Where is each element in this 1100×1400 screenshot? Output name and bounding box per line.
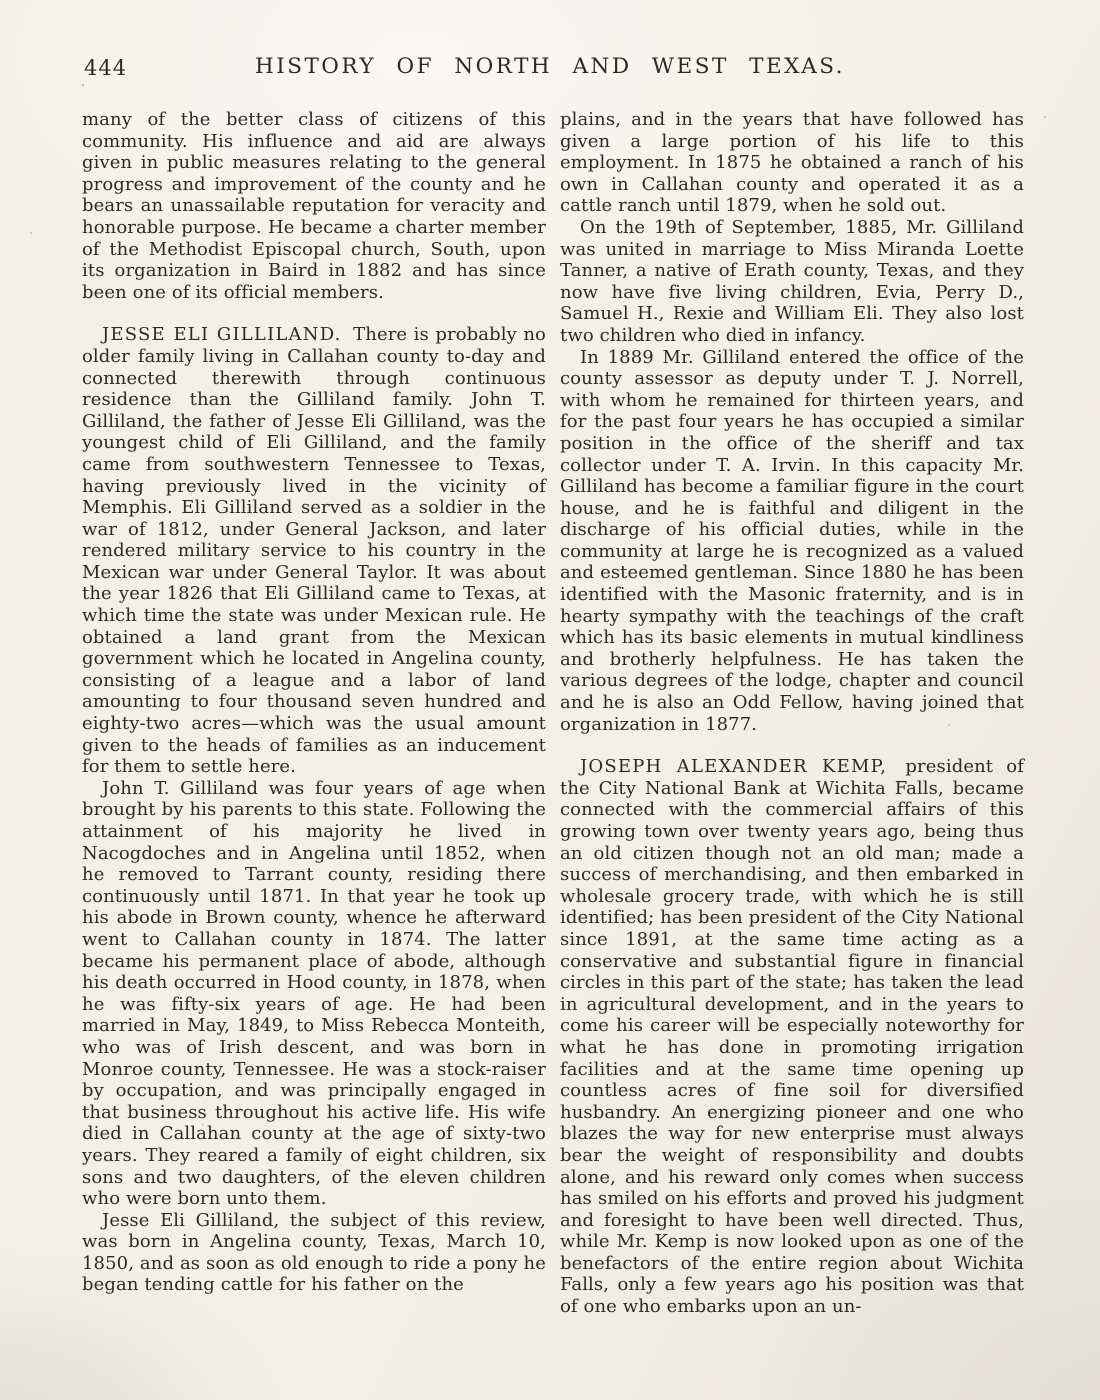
paragraph-text: many of the better class of citizens of this community. His influence and aid are always given in public measures relating to the general progress and improvement of the county and he bears an unassailable reputation for veracity and honorable purpose. He became a charter member of the Methodist Episcopal church, South, upon its organization in Baird in 1882 and has since been one of its official members. xyxy=(82,109,546,303)
paragraph-text: president of the City National Bank at Wichita Falls, became connected with the commercial affairs of this growing town over twenty years ago, being thus an old citizen though not an old man; made a success of merchandising, and then embarked in wholesale grocery trade, with which he is still identified; has been president of the City National since 1891, at the same time acting as a conservative and substantial figure in financial circles in this part of the state; has taken the lead in agricultural development, and in the years to come his career will be especially noteworthy for what he has done in promoting irrigation facilities and at the same time opening up countless acres of fine soil for diversified husbandry. An energizing pioneer and one who blazes the way for new enterprise must always bear the weight of responsibility and doubts alone, and his reward only comes when success has smiled on his efforts and proved his judgment and foresight to have been well directed. Thus, while Mr. Kemp is now looked upon as one of the benefactors of the entire region about Wichita Falls, only a few years ago his position was that of one who embarks upon an un- xyxy=(560,756,1024,1318)
biography-jesse-eli-gilliland xyxy=(82,324,546,777)
paragraph-continuation xyxy=(82,109,546,303)
section-heading-gilliland: JESSE ELI GILLILAND. xyxy=(102,324,342,346)
paragraph-john-t-gilliland xyxy=(82,778,546,1210)
running-title: HISTORY OF NORTH AND WEST TEXAS. xyxy=(254,54,846,79)
section-heading-kemp: JOSEPH ALEXANDER KEMP, xyxy=(580,756,888,778)
text-columns xyxy=(0,109,1100,1318)
paragraph-text: Jesse Eli Gilliland, the subject of this review, was born in Angelina county, Texas, March 10, 1850, and as soon as old enough to ride a pony he began tending cattle for his father on the xyxy=(82,1209,546,1296)
paragraph-county-office xyxy=(560,347,1024,736)
paragraph-jesse-eli-birth xyxy=(82,1210,546,1296)
page-header xyxy=(0,0,1100,86)
page-number: 444 xyxy=(84,56,128,80)
paragraph-text: On the 19th of September, 1885, Mr. Gilliland was united in marriage to Miss Miranda Loette Tanner, a native of Erath county, Texas, and they now have five living children, Evia, Perry D., Samuel H., Rexie and William Eli. They also lost two children who died in infancy. xyxy=(560,216,1024,346)
biography-joseph-alexander-kemp xyxy=(560,756,1024,1317)
paragraph-text: There is probably no older family living in Callahan county to-day and connected therewith through continuous residence than the Gilliland family. John T. Gilliland, the father of Jesse Eli Gilliland, was the youngest child of Eli Gilliland, and the family came from southwestern Tennessee to Texas, having previously lived in the vicinity of Memphis. Eli Gilliland served as a soldier in the war of 1812, under General Jackson, and later rendered military service to his country in the Mexican war under General Taylor. It was about the year 1826 that Eli Gilliland came to Texas, at which time the state was under Mexican rule. He obtained a land grant from the Mexican government which he located in Angelina county, consisting of a league and a labor of land amounting to four thousand seven hundred and eighty-two acres—which was the usual amount given to the heads of families as an inducement for them to settle here. xyxy=(82,324,546,778)
right-column xyxy=(560,109,1024,1318)
paragraph-text: plains, and in the years that have followed has given a large portion of his life to this employment. In 1875 he obtained a ranch of his own in Callahan county and operated it as a cattle ranch until 1879, when he sold out. xyxy=(560,109,1024,217)
paragraph-marriage xyxy=(560,217,1024,347)
left-column xyxy=(82,109,546,1318)
paragraph-ranch xyxy=(560,109,1024,217)
paragraph-text: John T. Gilliland was four years of age when brought by his parents to this state. Following the attainment of his majority he lived in Nacogdoches and in Angelina until 1852, when he removed to Tarrant county, residing there continuously until 1871. In that year he took up his abode in Brown county, whence he afterward went to Callahan county in 1874. The latter became his permanent place of abode, although his death occurred in Hood county, in 1878, when he was fifty-six years of age. He had been married in May, 1849, to Miss Rebecca Monteith, who was of Irish descent, and was born in Monroe county, Tennessee. He was a stock-raiser by occupation, and was principally engaged in that business throughout his active life. His wife died in Callahan county at the age of sixty-two years. They reared a family of eight children, six sons and two daughters, of the eleven children who were born unto them. xyxy=(82,777,546,1210)
paragraph-text: In 1889 Mr. Gilliland entered the office of the county assessor as deputy under T. J. Norrell, with whom he remained for thirteen years, and for the past four years he has occupied a similar position in the office of the sheriff and tax collector under T. A. Irvin. In this capacity Mr. Gilliland has become a familiar figure in the court house, and he is faithful and diligent in the discharge of his official duties, while in the community at large he is recognized as a valued and esteemed gentleman. Since 1880 he has been identified with the Masonic fraternity, and is in hearty sympathy with the teachings of the craft which has its basic elements in mutual kindliness and brotherly helpfulness. He has taken the various degrees of the lodge, chapter and council and he is also an Odd Fellow, having joined that organization in 1877. xyxy=(560,346,1024,735)
